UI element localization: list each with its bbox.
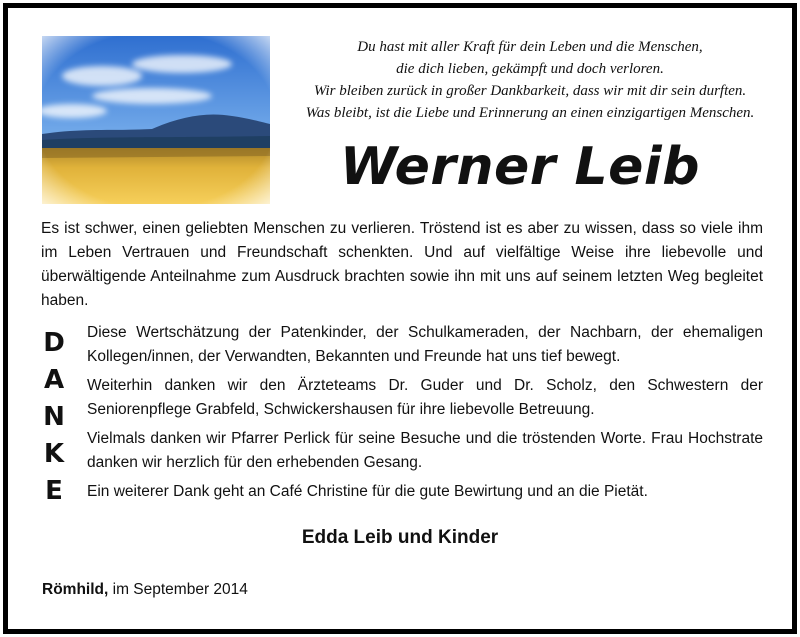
thanks-paragraph: Vielmals danken wir Pfarrer Perlick für seine Besuche und die tröstenden Worte. Frau Hochstrate danken wir herzlich für den erhebenden Gesang. bbox=[87, 430, 763, 471]
place-date: im September 2014 bbox=[112, 581, 248, 598]
poem-line: die dich lieben, gekämpft und doch verloren. bbox=[396, 61, 664, 77]
danke-letter: E bbox=[45, 476, 63, 506]
danke-vertical-heading bbox=[34, 325, 74, 510]
place-town: Römhild, bbox=[42, 581, 109, 598]
landscape-image bbox=[42, 36, 270, 204]
danke-letter: A bbox=[43, 365, 65, 395]
thanks-paragraph: Diese Wertschätzung der Patenkinder, der Schulkameraden, der Nachbarn, der ehemaligen Kollegen/innen, der Verwandten, Bekannten und Freunde hat uns tief bewegt. bbox=[87, 324, 763, 365]
memorial-poem bbox=[280, 36, 780, 124]
signature: Edda Leib und Kinder bbox=[301, 527, 499, 548]
danke-letter: D bbox=[43, 328, 65, 358]
thanks-paragraph: Weiterhin danken wir den Ärzteteams Dr. Guder und Dr. Scholz, den Schwestern der Seniorenpflege Grabfeld, Schwickershausen für ihre liebevolle Betreuung. bbox=[87, 377, 763, 418]
poem-line: Wir bleiben zurück in großer Dankbarkeit, dass wir mit dir sein durften. bbox=[313, 83, 747, 99]
intro-paragraph: Es ist schwer, einen geliebten Menschen zu verlieren. Tröstend ist es aber zu wissen, dass so viele ihm im Leben Vertrauen und Freundschaft schenkten. Und auf vielfältige Weise ihre liebevolle und überwältigende Anteilnahme zum Ausdruck brachten sowie ihn mit uns auf seinem letzten Weg begleitet haben. bbox=[41, 220, 763, 309]
place-and-date bbox=[42, 578, 248, 602]
thanks-paragraph: Ein weiterer Dank geht an Café Christine für die gute Bewirtung und an die Pietät. bbox=[87, 483, 648, 500]
thanks-list bbox=[87, 321, 763, 509]
danke-letter: N bbox=[43, 402, 65, 432]
poem-line: Du hast mit aller Kraft für dein Leben und die Menschen, bbox=[357, 39, 703, 55]
poem-line: Was bleibt, ist die Liebe und Erinnerung an einen einzigartigen Menschen. bbox=[305, 105, 755, 121]
danke-letter: K bbox=[43, 439, 65, 469]
deceased-name: Werner Leib bbox=[340, 137, 700, 197]
